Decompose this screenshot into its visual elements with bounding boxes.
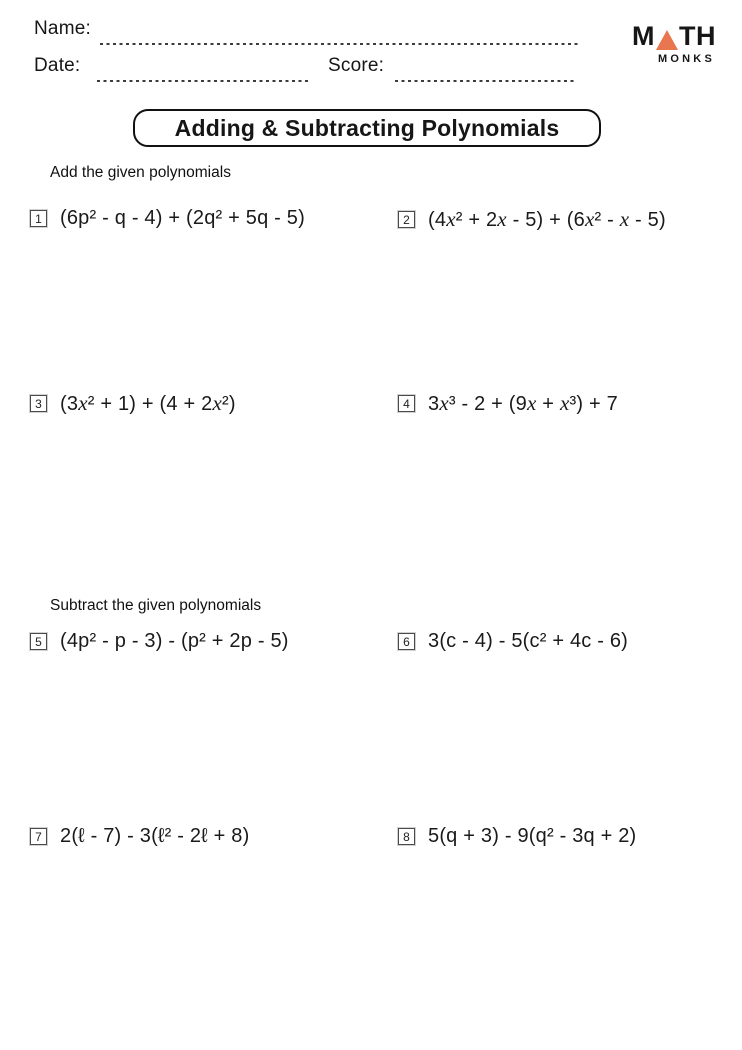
problem-expression: 5(q + 3) - 9(q² - 3q + 2) (428, 825, 637, 847)
problem-expression: (3x² + 1) + (4 + 2x²) (60, 391, 236, 415)
problem-expression: 3(c - 4) - 5(c² + 4c - 6) (428, 630, 629, 652)
problem-number: 2 (398, 211, 415, 228)
problem-number: 3 (30, 395, 47, 412)
problem-number: 7 (30, 828, 47, 845)
logo-subtitle: MONKS (658, 53, 715, 65)
problem-expression: (6p² - q - 4) + (2q² + 5q - 5) (60, 207, 305, 229)
logo-wordmark (630, 23, 716, 50)
worksheet-title-box (133, 109, 601, 147)
logo-letters-th: TH (679, 21, 716, 51)
section-subtract-instruction: Subtract the given polynomials (50, 597, 262, 614)
score-fill-line (395, 80, 575, 82)
problem-number: 5 (30, 633, 47, 650)
logo-letter-m: M (632, 21, 655, 51)
section-add-instruction: Add the given polynomials (50, 164, 231, 181)
math-monks-logo (630, 23, 716, 65)
problem-4 (398, 391, 618, 416)
problem-5 (30, 630, 289, 653)
problem-3 (30, 391, 236, 416)
score-label: Score: (328, 55, 385, 76)
problem-number: 4 (398, 395, 415, 412)
page-title: Adding & Subtracting Polynomials (174, 114, 560, 141)
problem-8 (398, 825, 636, 848)
problem-7 (30, 825, 249, 848)
problem-number: 6 (398, 633, 415, 650)
date-label: Date: (34, 55, 81, 76)
name-fill-line (100, 43, 578, 45)
problem-expression: (4x² + 2x - 5) + (6x² - x - 5) (428, 207, 666, 231)
name-label: Name: (34, 18, 91, 39)
problem-2 (398, 207, 666, 232)
problem-expression: (4p² - p - 3) - (p² + 2p - 5) (60, 630, 289, 652)
problem-number: 1 (30, 210, 47, 227)
date-fill-line (97, 80, 311, 82)
problem-expression: 3x³ - 2 + (9x + x³) + 7 (428, 391, 618, 415)
problem-1 (30, 207, 305, 230)
problem-number: 8 (398, 828, 415, 845)
problem-expression: 2(ℓ - 7) - 3(ℓ² - 2ℓ + 8) (60, 825, 250, 847)
problem-6 (398, 630, 628, 653)
triangle-icon (656, 30, 678, 50)
